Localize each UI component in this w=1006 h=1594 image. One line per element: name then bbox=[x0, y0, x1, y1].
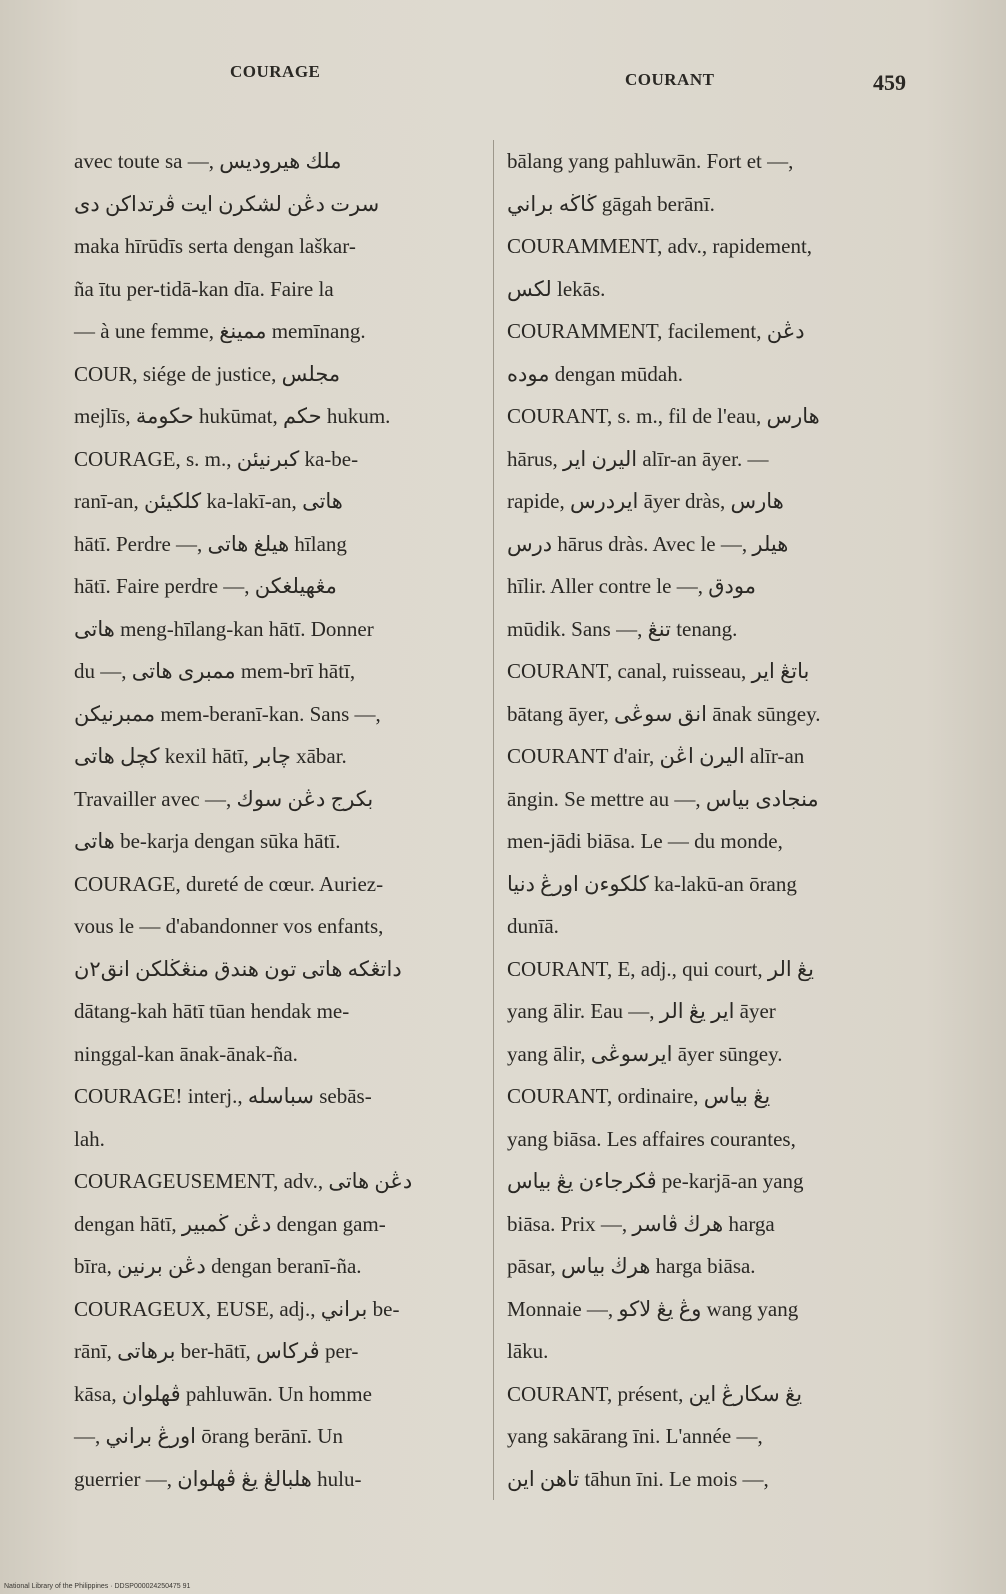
text-line: avec toute sa —, ملك هيروديس bbox=[74, 149, 342, 173]
text-line: COURANT, ordinaire, يڠ بياس bbox=[507, 1084, 771, 1108]
text-line: yang sakārang īni. L'année —, bbox=[507, 1424, 763, 1448]
text-line: COURAGE, dureté de cœur. Auriez- bbox=[74, 871, 384, 896]
text-line: COURAGEUSEMENT, adv., دڠن هاتى bbox=[74, 1169, 413, 1193]
text-line: Travailler avec —, بكرج دڠن سوك bbox=[74, 786, 374, 811]
text-line: — à une femme, ممينغ memīnang. bbox=[74, 319, 366, 343]
text-line: COUR, siége de justice, مجلس bbox=[74, 361, 341, 386]
text-line: bātang āyer, انق سوڠى ānak sūngey. bbox=[507, 701, 821, 726]
text-line: mūdik. Sans —, تنڠ tenang. bbox=[507, 616, 738, 641]
text-line: داتڠكه هاتى تون هندق منڠڬلكن انق٢ن bbox=[74, 956, 402, 981]
text-line: هاتى be-karja dengan sūka hātī. bbox=[74, 829, 341, 853]
text-line: ممبرنيكن mem-beranī-kan. Sans —, bbox=[74, 701, 381, 726]
right-column bbox=[507, 140, 905, 1500]
text-line: yang ālir. Eau —, اير يڠ الر āyer bbox=[507, 999, 776, 1023]
text-line: هاتى meng-hīlang-kan hātī. Donner bbox=[74, 616, 374, 641]
text-line: COURANT d'air, اليرن اڠن alīr-an bbox=[507, 744, 805, 768]
text-line: bīra, دڠن برنين dengan beranī-ña. bbox=[74, 1254, 362, 1278]
text-line: mejlīs, حكومة hukūmat, حكم hukum. bbox=[74, 404, 391, 428]
text-line: hīlir. Aller contre le —, مودق bbox=[507, 574, 756, 598]
text-line: COURAGE, s. m., كبرنيئن ka-be- bbox=[74, 446, 359, 471]
text-line: dengan hātī, دڠن ڬمبير dengan gam- bbox=[74, 1211, 386, 1236]
text-line: rānī, برهاتى ber-hātī, ڤركاس per- bbox=[74, 1339, 359, 1363]
text-line: ڤكرجاءن يڠ بياس pe-karjā-an yang bbox=[507, 1169, 804, 1193]
text-line: men-jādi biāsa. Le — du monde, bbox=[507, 829, 783, 853]
text-line: pāsar, هرڬ بياس harga biāsa. bbox=[507, 1254, 756, 1278]
text-line: درس hārus dràs. Avec le —, هيلر bbox=[507, 531, 789, 556]
text-line: hātī. Perdre —, هيلغ هاتى hīlang bbox=[74, 531, 347, 556]
text-line: Monnaie —, وڠ يڠ لاكو wang yang bbox=[507, 1296, 799, 1321]
text-line: تاهن اين tāhun īni. Le mois —, bbox=[507, 1466, 769, 1491]
text-line: COURAMMENT, facilement, دڠن bbox=[507, 319, 805, 343]
text-line: du —, ممبرى هاتى mem-brī hātī, bbox=[74, 659, 356, 683]
text-line: ڬاڬه براني gāgah berānī. bbox=[507, 191, 715, 216]
text-line: ña ītu per-tidā-kan dīa. Faire la bbox=[74, 276, 334, 301]
text-line: biāsa. Prix —, هرڬ ڤاسر harga bbox=[507, 1211, 775, 1236]
text-line: hātī. Faire perdre —, مڠهيلغكن bbox=[74, 574, 337, 598]
text-line: yang ālir, ايرسوڠى āyer sūngey. bbox=[507, 1041, 783, 1066]
text-line: dātang-kah hātī tūan hendak me- bbox=[74, 999, 350, 1023]
running-head-left: COURAGE bbox=[230, 62, 321, 81]
text-line: سرت دڠن لشكرن ايت ڤرتداكن دى bbox=[74, 191, 380, 216]
text-line: —, اورڠ براني ōrang berānī. Un bbox=[74, 1424, 343, 1448]
column-divider bbox=[493, 140, 494, 1500]
text-line: dunīā. bbox=[507, 914, 559, 938]
text-line: COURANT, s. m., fil de l'eau, هارس bbox=[507, 404, 820, 428]
text-line: rapide, ايردرس āyer dràs, هارس bbox=[507, 489, 784, 513]
text-line: vous le — d'abandonner vos enfants, bbox=[74, 914, 384, 938]
text-line: guerrier —, هلبالڠ يڠ ڤهلوان hulu- bbox=[74, 1466, 362, 1491]
text-line: lāku. bbox=[507, 1339, 549, 1363]
text-line: موده dengan mūdah. bbox=[507, 361, 683, 386]
running-head-center: COURANT bbox=[625, 70, 715, 89]
text-line: bālang yang pahluwān. Fort et —, bbox=[507, 149, 794, 173]
text-line: COURANT, canal, ruisseau, باتڠ اير bbox=[507, 659, 810, 683]
text-line: maka hīrūdīs serta dengan laškar- bbox=[74, 234, 356, 258]
text-line: kāsa, ڤهلوان pahluwān. Un homme bbox=[74, 1381, 372, 1406]
text-line: āngin. Se mettre au —, منجادى بياس bbox=[507, 786, 819, 811]
text-line: lah. bbox=[74, 1126, 105, 1151]
text-line: hārus, اليرن اير alīr-an āyer. — bbox=[507, 446, 769, 471]
left-column bbox=[74, 140, 474, 1500]
page-number: 459 bbox=[873, 70, 906, 95]
text-line: COURAMMENT, adv., rapidement, bbox=[507, 234, 813, 258]
text-line: COURAGEUX, EUSE, adj., براني be- bbox=[74, 1296, 400, 1321]
text-line: yang biāsa. Les affaires courantes, bbox=[507, 1126, 796, 1151]
text-line: كچل هاتى kexil hātī, چابر xābar. bbox=[74, 744, 347, 768]
scan-footer: National Library of the Philippines · DDSP000024250475 91 bbox=[4, 1583, 191, 1590]
text-line: COURANT, présent, يڠ سكارڠ اين bbox=[507, 1381, 803, 1406]
text-line: ranī-an, كلكيئن ka-lakī-an, هاتى bbox=[74, 489, 343, 513]
text-line: COURANT, E, adj., qui court, يڠ الر bbox=[507, 956, 815, 981]
text-line: COURAGE! interj., سباسله sebās- bbox=[74, 1084, 372, 1108]
text-line: لكس lekās. bbox=[507, 276, 606, 301]
text-line: ninggal-kan ānak-ānak-ña. bbox=[74, 1041, 298, 1066]
text-line: كلكوءن اورڠ دنيا ka-lakū-an ōrang bbox=[507, 871, 797, 896]
